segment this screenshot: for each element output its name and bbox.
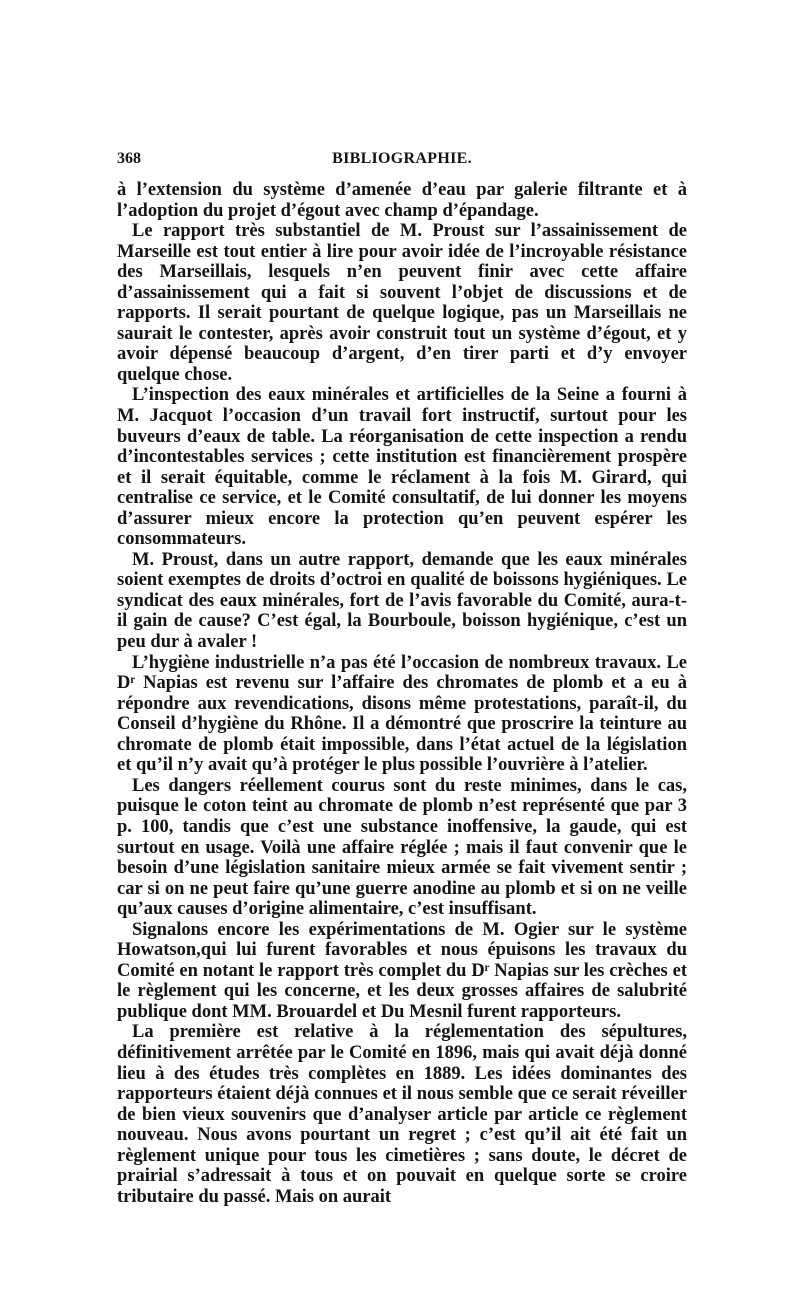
body-text (117, 180, 687, 1207)
paragraph-burials: La première est relative à la réglementation des sépultures, définitivement arrêtée par le Comité en 1896, mais qui avait déjà donné lieu à des études très complètes en 1889. Les idées dominantes des rapporteurs étaient déjà connues et il nous semble que ce serait réveiller de bien vieux souvenirs que d’analyser article par article ce règlement nouveau. Nous avons pourtant un regret ; c’est qu’il ait été fait un règlement unique pour tous les cimetières ; sans doute, le décret de prairial s’adressait à tous et on pouvait en quelque sorte se croire tributaire du passé. Mais on aurait (117, 1022, 687, 1207)
running-head (117, 150, 687, 176)
paragraph-octroi-exemption: M. Proust, dans un autre rapport, demande que les eaux minérales soient exemptes de droits d’octroi en qualité de boissons hygiéniques. Le syndicat des eaux minérales, fort de l’avis favorable du Comité, aura-t-il gain de cause? C’est égal, la Bourboule, boisson hygiénique, c’est un peu dur à avaler ! (117, 549, 687, 653)
paragraph-industrial-hygiene: L’hygiène industrielle n’a pas été l’occasion de nombreux travaux. Le Dʳ Napias est revenu sur l’affaire des chromates de plomb et a eu à répondre aux revendications, disons même protestations, paraît-il, du Conseil d’hygiène du Rhône. Il a démontré que proscrire la teinture au chromate de plomb était impossible, dans l’état actuel de la législation et qu’il n’y avait qu’à protéger le plus possible l’ouvrière à l’atelier. (117, 652, 687, 776)
paragraph-marseille-report: Le rapport très substantiel de M. Proust sur l’assainissement de Marseille est tout entier à lire pour avoir idée de l’incroyable résistance des Marseillais, lesquels n’en peuvent finir avec cette affaire d’assainissement qui a fait si souvent l’objet de discussions et de rapports. Il serait pourtant de quelque logique, pas un Marseillais ne saurait le contester, après avoir construit tout un système d’égout, et y avoir dépensé beaucoup d’argent, d’en tirer parti et d’y envoyer quelque chose. (117, 221, 687, 385)
paragraph-mineral-waters-inspection: L’inspection des eaux minérales et artificielles de la Seine a fourni à M. Jacquot l’occasion d’un travail fort instructif, surtout pour les buveurs d’eaux de table. La réorganisation de cette inspection a rendu d’incontestables services ; cette institution est financièrement prospère et il serait équitable, comme le réclament à la fois M. Girard, qui centralise ce service, et le Comité consultatif, de lui donner les moyens d’assurer mieux encore la protection qu’en peuvent espérer les consommateurs. (117, 385, 687, 550)
paragraph-continuation: à l’extension du système d’amenée d’eau par galerie filtrante et à l’adoption du projet d’égout avec champ d’épandage. (117, 180, 687, 221)
paragraph-dangers: Les dangers réellement courus sont du reste minimes, dans le cas, puisque le coton teint au chromate de plomb n’est représenté que par 3 p. 100, tandis que c’est une substance inoffensive, la gaude, qui est surtout en usage. Voilà une affaire réglée ; mais il faut convenir que le besoin d’une législation sanitaire mieux armée se fait vivement sentir ; car si on ne peut faire qu’une guerre anodine au plomb et si on ne veille qu’aux causes d’origine alimentaire, c’est insuffisant. (117, 775, 687, 920)
page-number: 368 (117, 150, 141, 167)
paragraph-experiments: Signalons encore les expérimentations de M. Ogier sur le système Howatson,qui lui furent favorables et nous épuisons les travaux du Comité en notant le rapport très complet du Dʳ Napias sur les crèches et le règlement qui les concerne, et les deux grosses affaires de salubrité publique dont MM. Brouardel et Du Mesnil furent rapporteurs. (117, 919, 687, 1022)
running-title: BIBLIOGRAPHIE. (332, 150, 472, 167)
